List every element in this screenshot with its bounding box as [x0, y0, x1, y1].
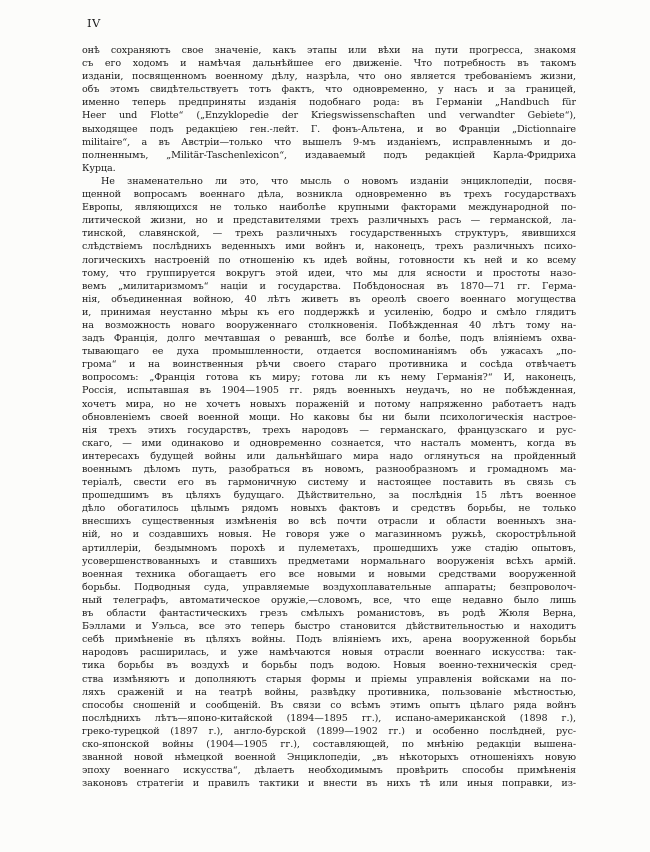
text-line: именно теперь предприняты изданія подобнаго рода: въ Германіи „Handbuch für — [82, 97, 576, 109]
text-line: онѣ сохраняютъ свое значеніе, какъ этапы или вѣхи на пути прогресса, знакомя — [82, 45, 576, 56]
text-line: ско-японской войны (1904—1905 гг.), составляющей, по мнѣнію редакціи вышена- — [82, 738, 576, 750]
text-line: прошедшимъ въ цѣляхъ будущаго. Дѣйствительно, за послѣднія 15 лѣтъ военное — [82, 490, 576, 502]
text-line: слѣдствіемъ послѣднихъ веденныхъ ими войнъ и, наконецъ, трехъ различныхъ психо- — [82, 241, 576, 253]
text-line: себѣ примѣненіе въ цѣляхъ войны. Подъ вліяніемъ ихъ, арена вооруженной борьбы — [82, 634, 576, 646]
text-line: послѣднихъ лѣтъ—японо-китайской (1894—1895 гг.), испано-американской (1898 г.), — [82, 712, 576, 724]
text-line: логическихъ настроеній по отношенію къ идеѣ войны, готовности къ ней и ко всему — [82, 254, 576, 266]
text-line: ній, но и создавшихъ новыя. Не говоря уже о магазинномъ ружьѣ, скорострѣльной — [82, 529, 576, 541]
text-line: артиллеріи, бездымномъ порохѣ и пулеметахъ, прошедшихъ уже стадію опытовъ, — [82, 542, 576, 554]
text-line: ства измѣняютъ и дополняютъ старыя формы и пріемы управленія войсками на по- — [82, 673, 576, 685]
text-line: ляхъ сраженій и на театрѣ войны, развѣдку противника, пользованіе мѣстностью, — [82, 686, 576, 698]
text-line: скаго, — ими одинаково и одновременно сознается, что насталъ моментъ, когда въ — [82, 437, 576, 449]
text-line: Европы, являющихся не только наиболѣе крупными факторами международной по- — [82, 202, 576, 214]
text-line: Бэллами и Уэльса, все это теперь быстро становится дѣйствительностью и находитъ — [82, 621, 576, 633]
text-line: Россія, испытавшая въ 1904—1905 гг. рядъ военныхъ неудачъ, но не побѣжденная, — [82, 385, 576, 397]
text-line: теріалѣ, свести его въ гармоничную систему и настоящее поставить въ связь съ — [82, 477, 576, 489]
text-line: Курца. — [82, 162, 116, 174]
text-line: интересахъ будущей войны или дальнѣйшаго мира надо оглянуться на пройденный — [82, 450, 576, 462]
page-number: IV — [87, 16, 101, 30]
text-line: нія трехъ этихъ государствъ, трехъ народовъ — германскаго, французскаго и рус- — [82, 424, 576, 436]
text-line: задъ Франція, долго мечтавшая о реваншѣ, все болѣе и болѣе, подъ вліяніемъ охва- — [82, 333, 576, 345]
text-line: внесшихъ существенныя измѣненія во всѣ почти отрасли и области военныхъ зна- — [82, 516, 576, 528]
text-line: выходящее подъ редакціею ген.-лейт. Г. фонъ-Альтена, и во Франціи „Dictionnaire — [82, 123, 576, 135]
text-line: тика борьбы въ воздухѣ и борьбы подъ водою. Новыя военно-техническія сред- — [82, 660, 576, 672]
text-line: обновленіемъ своей военной мощи. Но каковы бы ни были психологическія настрое- — [82, 411, 576, 423]
text-line: народовъ расширилась, и уже намѣчаются новыя отрасли военнаго искусства: так- — [82, 647, 576, 659]
text-line: хочетъ мира, но не хочетъ новыхъ пораженій и потому напряженно работаетъ надъ — [82, 398, 576, 410]
text-line: званной новой нѣмецкой военной Энциклопедіи, „въ нѣкоторыхъ отношеніяхъ новую — [82, 752, 576, 764]
text-line: тому, что группируется вокругъ этой идеи, что мы для ясности и простоты назо- — [82, 267, 576, 279]
text-line: въ области фантастическихъ грезъ смѣлыхъ романистовъ, въ родѣ Жюля Верна, — [82, 608, 576, 620]
text-line: тинской, славянской, — трехъ различныхъ государственныхъ структуръ, явившихся — [82, 228, 576, 240]
text-line: ный телеграфъ, автоматическое оружіе,—словомъ, все, что еще недавно было лишь — [82, 594, 576, 606]
text-line: militaire“, а въ Австріи—только что вышелъ 9-мъ изданіемъ, исправленнымъ и до- — [82, 136, 576, 148]
text-line: съ его ходомъ и намѣчая дальнѣйшее его движеніе. Что потребность въ такомъ — [82, 58, 576, 70]
text-line: тывающаго ее духа промышленности, отдается воспоминаніямъ объ ужасахъ „по- — [82, 346, 576, 358]
text-line: законовъ стратегіи и правилъ тактики и внести въ нихъ тѣ или иныя поправки, из- — [82, 778, 576, 790]
text-line: щенной вопросамъ военнаго дѣла, возникла одновременно въ трехъ государствахъ — [82, 189, 576, 201]
text-line: изданіи, посвященномъ военному дѣлу, назрѣла, что оно является требованіемъ жизни, — [82, 71, 576, 83]
text-line: полненнымъ, „Militär-Taschenlexicon“, издаваемый подъ редакціей Карла-Фридриха — [82, 149, 576, 161]
text-line: на возможность новаго вооруженнаго столкновенія. Побѣжденная 40 лѣтъ тому на- — [82, 319, 576, 331]
text-line: литической жизни, но и представителями трехъ различныхъ расъ — германской, ла- — [82, 215, 576, 227]
text-line: Heer und Flotte“ („Enzyklopedie der Kriegswissenschaften und verwandter Gebiete“), — [82, 110, 576, 122]
text-line: усовершенствованныхъ и ставшихъ предметами нормальнаго вооруженія всѣхъ армій. — [82, 555, 576, 567]
text-line: вемъ „милитаризмомъ“ націи и государства. Побѣдоносная въ 1870—71 гг. Герма- — [82, 280, 576, 292]
text-line: военная техника обогащаетъ его все новыми и новыми средствами вооруженной — [82, 568, 576, 580]
text-line: дѣло обогатилось цѣлымъ рядомъ новыхъ фактовъ и средствъ борьбы, не только — [82, 503, 576, 515]
text-line: способы сношеній и сообщеній. Въ связи со всѣмъ этимъ опытъ цѣлаго ряда войнъ — [82, 699, 576, 711]
text-line: вопросомъ: „Франція готова къ миру; готова ли къ нему Германія?“ И, наконецъ, — [82, 372, 576, 384]
text-line: греко-турецкой (1897 г.), англо-бурской (1899—1902 гг.) и особенно послѣдней, рус- — [82, 725, 576, 737]
text-line: грома“ и на воинственныя рѣчи своего стараго противника и сосѣда отвѣчаетъ — [82, 359, 576, 371]
text-line: эпоху военнаго искусства“, дѣлаетъ необходимымъ провѣрить способы примѣненія — [82, 765, 576, 777]
text-line: нія, объединенная войною, 40 лѣтъ живетъ въ ореолѣ своего военнаго могущества — [82, 293, 576, 305]
text-line: борьбы. Подводныя суда, управляемые воздухоплавательные аппараты; безпроволоч- — [82, 581, 576, 593]
text-block — [82, 44, 576, 790]
text-line: и, принимая неустанно мѣры къ его поддержкѣ и усиленію, бодро и смѣло глядитъ — [82, 306, 576, 318]
text-line: военнымъ дѣломъ путь, разобраться въ новомъ, разнообразномъ и громадномъ ма- — [82, 464, 576, 475]
text-line: объ этомъ свидѣтельствуетъ тотъ фактъ, что одновременно, у насъ и за границей, — [82, 84, 576, 96]
text-line: Не знаменательно ли это, что мысль о новомъ изданіи энциклопедіи, посвя- — [101, 175, 576, 187]
